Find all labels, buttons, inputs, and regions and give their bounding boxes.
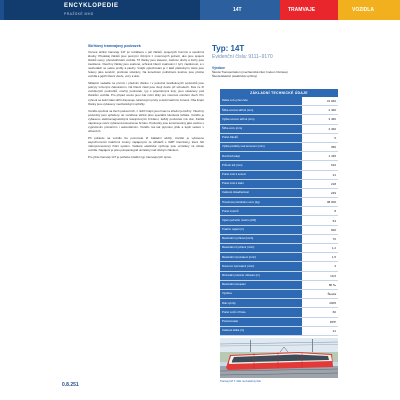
page-number: 0.8.251 bbox=[62, 382, 79, 388]
row-label: Výška vozové skříně (mm) bbox=[220, 115, 302, 123]
row-label: Nouzové zpomalení (m/s²) bbox=[220, 262, 302, 270]
evidence-numbers: Evidenční čísla: 9111–9170 bbox=[212, 54, 273, 60]
table-row bbox=[220, 290, 338, 299]
header-tram-tab bbox=[280, 0, 338, 20]
header-title-block bbox=[4, 0, 204, 20]
row-label: Výrobce bbox=[220, 290, 302, 298]
row-value: 2005 bbox=[329, 301, 336, 306]
row-value: Škoda bbox=[327, 292, 336, 297]
row-label: Počet vozů v Praze bbox=[220, 308, 302, 316]
row-label: Šířka vozu (mm) bbox=[220, 125, 302, 133]
table-row bbox=[220, 161, 338, 170]
header-number: 14T bbox=[233, 7, 242, 13]
table-row bbox=[220, 106, 338, 115]
paragraph: Pro jízdu tramvají 14T je potřeba zvláštní typ tramvajových úprav. bbox=[88, 155, 172, 160]
table-row bbox=[220, 226, 338, 235]
row-value: 31 060 bbox=[326, 99, 336, 104]
row-value: 60 bbox=[332, 310, 336, 315]
table-row bbox=[220, 152, 338, 161]
row-label: Délka vozu přes čela bbox=[220, 97, 302, 105]
header-vozidla-label: VOZIDLA bbox=[352, 7, 374, 13]
row-value: 610 bbox=[330, 163, 336, 168]
table-row bbox=[220, 180, 338, 189]
row-label: Výška podlahy nad temenem (mm) bbox=[220, 143, 302, 151]
row-value: 3 460 bbox=[328, 117, 336, 122]
row-value: 31 bbox=[332, 172, 336, 177]
table-row bbox=[220, 143, 338, 152]
type-title: Typ: 14T bbox=[212, 44, 245, 53]
row-value: 38 000 bbox=[326, 200, 336, 205]
photo-caption: Tramvaj 14T č. 9111 na zkušební jízdě bbox=[220, 380, 261, 383]
paragraph: Vozové skříně tramvaje 14T jsi rozdělena v pět článků, spojených horními a spodními klouby. Předokaj článků jsou pevnými různými z motorových jednotí, ako jsou spojeni článků opory, přesvědčování vozidla. Tři články jsou stavené, zatímco druhý a čtvrtý jsou zavěšené. Všechny články jsou svařené, ochraně hlavní svařování z tyčí, zaplávnost, a v neshodách se velice profily a plechy. Vnější oplechování je z laků plastickými, které jsou řešeny jako sendvič, prolinuté struktury. Na konečném potřebném kostrou jsou plošné vozidla a jejich hlavní dveře, vozy a sklo. bbox=[88, 50, 204, 79]
table-row bbox=[220, 272, 338, 281]
header-title: ENCYKLOPEDIE bbox=[64, 3, 119, 9]
row-value: 70 bbox=[332, 236, 336, 241]
row-label: Maximální zpomalení (m/s²) bbox=[220, 253, 302, 261]
row-value: 54 bbox=[332, 218, 336, 223]
tram-photo bbox=[220, 338, 338, 378]
paragraph: Vozidlo spočívá na třech podvozcích, z nichž krajní jsou hnací a střední je běžný. Všechny podvozky jsou spřaženy do vozidlové skříně přes speciální kloubová ložiska. Vozidlo je vybaveno elektromagnetickými kolejnicovými brzdami, každý podvozek má dvě. Každá náprava je navíc vybavena kotoučovou brzdou. Podvozky jsou konstruovány jako otočné s vypružením primárním i sekundárním. Vozidlo má tak plynulou jízdu a lepší vedení v obloucích. bbox=[88, 108, 204, 133]
left-column bbox=[88, 44, 204, 162]
header-subtitle: PRAŽSKÉ MHD bbox=[64, 12, 94, 16]
row-value: 5 bbox=[334, 135, 336, 140]
table-row bbox=[220, 125, 338, 134]
row-label: Celková obsaditelnost bbox=[220, 189, 302, 197]
row-label: Šířka vozové skříně (mm) bbox=[220, 106, 302, 114]
table-row bbox=[220, 207, 338, 216]
row-label: Počet míst k sezení bbox=[220, 171, 302, 179]
table-row bbox=[220, 281, 338, 290]
table-row bbox=[220, 198, 338, 207]
row-value: DPP bbox=[329, 319, 336, 324]
table-row bbox=[220, 262, 338, 271]
row-value: 80 ‰ bbox=[328, 282, 336, 287]
table-row bbox=[220, 97, 338, 106]
row-label: Maximální stoupání bbox=[220, 281, 302, 289]
row-label: Počet motorů bbox=[220, 207, 302, 215]
row-value: 31 bbox=[332, 328, 336, 333]
row-value: 1,2 bbox=[331, 246, 336, 251]
manufacturer-line: Škoda Elektric (elektrická výzbroj) bbox=[212, 74, 258, 78]
table-heading: ZÁKLADNÍ TECHNICKÉ ÚDAJE bbox=[220, 89, 338, 97]
table-row bbox=[220, 318, 338, 327]
table-row bbox=[220, 235, 338, 244]
row-label: Celková délka (m) bbox=[220, 327, 302, 335]
table-row bbox=[220, 134, 338, 143]
row-label: Trakční napětí (V) bbox=[220, 226, 302, 234]
technical-data-table bbox=[220, 89, 338, 336]
row-value: 2 460 bbox=[328, 108, 336, 113]
right-column bbox=[212, 44, 340, 78]
section-heading: Skříňový tramvajový podvozek bbox=[88, 44, 141, 48]
table-row bbox=[220, 216, 338, 225]
manufacturer-line: Škoda Transportation (mechanická část: Inekon Ostrava) bbox=[212, 70, 288, 74]
row-label: Provozovatel bbox=[220, 318, 302, 326]
row-label: Maximální zrychlení (m/s²) bbox=[220, 244, 302, 252]
table-row bbox=[220, 327, 338, 336]
row-value: 1 435 bbox=[328, 154, 336, 159]
table-row bbox=[220, 189, 338, 198]
row-value: 350 bbox=[330, 145, 336, 150]
table-row bbox=[220, 171, 338, 180]
row-label: Počet článků bbox=[220, 134, 302, 142]
row-label: Minimální poloměr oblouku (m) bbox=[220, 272, 302, 280]
table-row bbox=[220, 299, 338, 308]
table-row bbox=[220, 253, 338, 262]
row-label: Výkon jednoho motoru (kW) bbox=[220, 216, 302, 224]
paragraph: Při pohledu na vozidlo lze pozorovat tři základní oddíly. Vozidlo je vybaveno asynchronními trakčními motory napájenými ze střídačů s IGBT tranzistory, které řídí mikroprocesorový řídicí systém. Veškeré elektrické výzbroje jsou umístěny na střeše vozidla. Napájení je přes polopantograf umístěný nad druhým článkem. bbox=[88, 135, 204, 153]
row-value: 2 460 bbox=[328, 126, 336, 131]
row-label: Průměr kol (mm) bbox=[220, 161, 302, 169]
row-label: Rozchod kolejí bbox=[220, 152, 302, 160]
header-band bbox=[0, 0, 400, 20]
header-tram-label: TRAMVAJE bbox=[288, 7, 316, 13]
row-value: 218 bbox=[330, 181, 336, 186]
row-label: Hmotnost prázdného vozu (kg) bbox=[220, 198, 302, 206]
paragraph: Sklápěcí sedadla na prvním i předním článku i v polovině šestikolových podvozků jsou pokryty tvrzeným čalouněním. Na hlavní části jsou dvojí dveře při schodech. Dva ze tři vozidlových podvozků, otočný podvozek, typ s pojezdovými koly, jsou nasazeny pod článkům vozidla. Pro případ nouze jsou zde ruční kliky pro nouzové otevření dveří. Pro vyhnutí se kolizi také skříň disponuje nárazovými prvky a deformačními zónami. Oba krajní články jsou vybaveny mechanickými spřáhly. bbox=[88, 81, 204, 106]
table-row bbox=[220, 115, 338, 124]
row-value: 1,5 bbox=[331, 255, 336, 260]
row-label: Maximální rychlost (km/h) bbox=[220, 235, 302, 243]
row-value: 600 bbox=[330, 227, 336, 232]
row-value: 249 bbox=[330, 190, 336, 195]
header-vozidla-tab bbox=[338, 0, 400, 20]
table-row bbox=[220, 244, 338, 253]
row-value: 3 bbox=[334, 264, 336, 269]
row-value: 19,5 bbox=[330, 273, 336, 278]
table-body bbox=[220, 97, 338, 336]
row-label: Rok výroby bbox=[220, 299, 302, 307]
table-row bbox=[220, 308, 338, 317]
row-value: 8 bbox=[334, 209, 336, 214]
row-label: Počet míst k stání bbox=[220, 180, 302, 188]
manufacturer-heading: Výrobce bbox=[212, 66, 226, 70]
